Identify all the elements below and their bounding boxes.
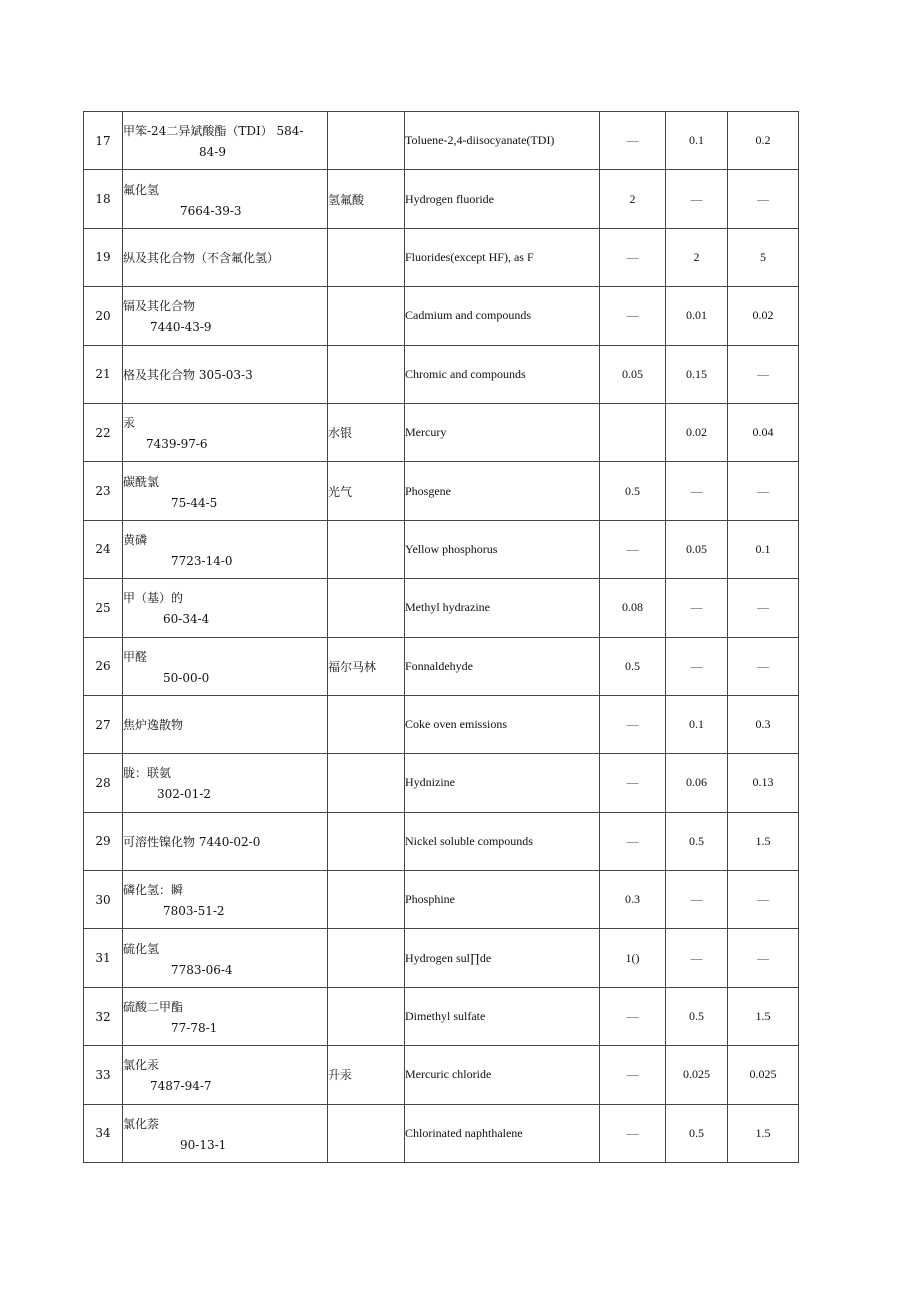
chemical-name-cell (123, 170, 328, 228)
english-name: Toluene-2,4-diisocyanate(TDI) (405, 112, 600, 170)
table-row (84, 987, 799, 1045)
pc-twa-value: 0.5 (666, 987, 728, 1045)
pc-twa-value: 0.05 (666, 520, 728, 578)
mac-value: 0.3 (600, 871, 666, 929)
pc-stel-value: — (728, 929, 799, 987)
pc-stel-value: 0.13 (728, 754, 799, 812)
english-name: Hydrogen fluoride (405, 170, 600, 228)
english-name: Fonnaldehyde (405, 637, 600, 695)
alias-name (328, 345, 405, 403)
pc-twa-value: 0.025 (666, 1046, 728, 1104)
chemical-name-cell (123, 112, 328, 170)
chemical-name-cell (123, 579, 328, 637)
english-name: Coke oven emissions (405, 695, 600, 753)
pc-twa-value: 0.1 (666, 695, 728, 753)
row-number: 26 (84, 637, 123, 695)
table-body (84, 112, 799, 1163)
mac-value (600, 403, 666, 461)
english-name: Chromic and compounds (405, 345, 600, 403)
chinese-name: 胧：联氨 (123, 766, 172, 781)
row-number: 32 (84, 987, 123, 1045)
chinese-name: 碳酰氯 (123, 474, 160, 489)
row-number: 17 (84, 112, 123, 170)
table-row (84, 637, 799, 695)
english-name: Mercuric chloride (405, 1046, 600, 1104)
pc-stel-value: — (728, 871, 799, 929)
row-number: 23 (84, 462, 123, 520)
chinese-name: 氯化汞 (123, 1058, 160, 1073)
english-name: Hydrogen sul∏de (405, 929, 600, 987)
chinese-name: 镉及其化合物 (123, 299, 196, 314)
chemical-name-cell (123, 871, 328, 929)
cas-number: 60-34-4 (163, 612, 210, 627)
chinese-name: 甲笨-24二异斌酸酯（TDI） 584- (123, 124, 304, 139)
pc-twa-value: 0.01 (666, 287, 728, 345)
mac-value: — (600, 695, 666, 753)
pc-twa-value: — (666, 871, 728, 929)
alias-name (328, 812, 405, 870)
pc-stel-value: — (728, 170, 799, 228)
table-row (84, 520, 799, 578)
english-name: Yellow phosphorus (405, 520, 600, 578)
pc-stel-value: 1.5 (728, 987, 799, 1045)
mac-value: — (600, 1046, 666, 1104)
pc-twa-value: — (666, 929, 728, 987)
pc-stel-value: 0.3 (728, 695, 799, 753)
pc-stel-value: 0.04 (728, 403, 799, 461)
chemical-name-cell (123, 1046, 328, 1104)
pc-twa-value: 0.15 (666, 345, 728, 403)
table-row (84, 228, 799, 286)
table-row (84, 754, 799, 812)
cas-number: 7664-39-3 (180, 203, 242, 218)
pc-stel-value: — (728, 579, 799, 637)
pc-stel-value: 1.5 (728, 1104, 799, 1162)
pc-twa-value: 0.5 (666, 1104, 728, 1162)
row-number: 20 (84, 287, 123, 345)
alias-name (328, 520, 405, 578)
cas-number: 84-9 (199, 145, 226, 160)
table-row (84, 462, 799, 520)
chemical-name-cell (123, 287, 328, 345)
cas-number: 75-44-5 (171, 495, 218, 510)
pc-twa-value: 0.5 (666, 812, 728, 870)
chinese-name: 纵及其化合物（不含氟化氢） (123, 250, 280, 265)
english-name: Methyl hydrazine (405, 579, 600, 637)
mac-value: — (600, 987, 666, 1045)
mac-value: 0.08 (600, 579, 666, 637)
english-name: Chlorinated naphthalene (405, 1104, 600, 1162)
cas-number: 7440-43-9 (150, 320, 212, 335)
alias-name (328, 228, 405, 286)
chinese-name: 汞 (123, 416, 136, 431)
pc-twa-value: — (666, 170, 728, 228)
pc-stel-value: — (728, 345, 799, 403)
cas-number: 7783-06-4 (171, 962, 233, 977)
mac-value: — (600, 520, 666, 578)
english-name: Dimethyl sulfate (405, 987, 600, 1045)
row-number: 19 (84, 228, 123, 286)
english-name: Hydnizine (405, 754, 600, 812)
chinese-name: 可溶性镍化物 7440-02-0 (123, 834, 261, 849)
mac-value: — (600, 812, 666, 870)
row-number: 29 (84, 812, 123, 870)
table-row (84, 871, 799, 929)
table-row (84, 287, 799, 345)
row-number: 33 (84, 1046, 123, 1104)
pc-stel-value: — (728, 637, 799, 695)
pc-stel-value: 0.02 (728, 287, 799, 345)
alias-name (328, 929, 405, 987)
chemical-name-cell (123, 754, 328, 812)
english-name: Phosgene (405, 462, 600, 520)
table-row (84, 695, 799, 753)
alias-name: 水银 (328, 403, 405, 461)
row-number: 31 (84, 929, 123, 987)
table-row (84, 1104, 799, 1162)
alias-name: 升汞 (328, 1046, 405, 1104)
row-number: 22 (84, 403, 123, 461)
mac-value: 1() (600, 929, 666, 987)
mac-value: — (600, 754, 666, 812)
alias-name: 福尔马林 (328, 637, 405, 695)
table-row (84, 112, 799, 170)
english-name: Cadmium and compounds (405, 287, 600, 345)
pc-stel-value: 0.2 (728, 112, 799, 170)
cas-number: 90-13-1 (180, 1137, 227, 1152)
table-row (84, 812, 799, 870)
cas-number: 302-01-2 (157, 787, 211, 802)
mac-value: 2 (600, 170, 666, 228)
alias-name: 光气 (328, 462, 405, 520)
alias-name (328, 754, 405, 812)
chemical-name-cell (123, 929, 328, 987)
mac-value: — (600, 228, 666, 286)
chinese-name: 氟化氢 (123, 182, 160, 197)
pc-twa-value: — (666, 637, 728, 695)
row-number: 25 (84, 579, 123, 637)
row-number: 28 (84, 754, 123, 812)
table-row (84, 929, 799, 987)
table-row (84, 403, 799, 461)
chemical-name-cell (123, 812, 328, 870)
chinese-name: 氯化萘 (123, 1116, 160, 1131)
chinese-name: 格及其化合物 305-03-3 (123, 367, 253, 382)
mac-value: — (600, 112, 666, 170)
chinese-name: 硫酸二甲酯 (123, 1000, 184, 1015)
row-number: 34 (84, 1104, 123, 1162)
row-number: 30 (84, 871, 123, 929)
cas-number: 7487-94-7 (150, 1079, 212, 1094)
chemical-name-cell (123, 228, 328, 286)
english-name: Phosphine (405, 871, 600, 929)
chemical-name-cell (123, 462, 328, 520)
mac-value: 0.5 (600, 637, 666, 695)
cas-number: 77-78-1 (171, 1021, 218, 1036)
pc-stel-value: 0.025 (728, 1046, 799, 1104)
mac-value: — (600, 287, 666, 345)
alias-name (328, 871, 405, 929)
cas-number: 7803-51-2 (163, 904, 225, 919)
pc-stel-value: — (728, 462, 799, 520)
row-number: 18 (84, 170, 123, 228)
pc-twa-value: — (666, 579, 728, 637)
cas-number: 7723-14-0 (171, 553, 233, 568)
chinese-name: 磷化氢：瞬 (123, 883, 184, 898)
row-number: 21 (84, 345, 123, 403)
table-row (84, 345, 799, 403)
english-name: Nickel soluble compounds (405, 812, 600, 870)
pc-twa-value: 0.02 (666, 403, 728, 461)
mac-value: 0.05 (600, 345, 666, 403)
alias-name (328, 112, 405, 170)
pc-stel-value: 1.5 (728, 812, 799, 870)
chemical-name-cell (123, 1104, 328, 1162)
alias-name (328, 1104, 405, 1162)
mac-value: — (600, 1104, 666, 1162)
alias-name: 氢氟酸 (328, 170, 405, 228)
pc-stel-value: 0.1 (728, 520, 799, 578)
pc-stel-value: 5 (728, 228, 799, 286)
chemical-name-cell (123, 695, 328, 753)
table-row (84, 579, 799, 637)
chinese-name: 硫化氢 (123, 941, 160, 956)
chemical-name-cell (123, 987, 328, 1045)
pc-twa-value: 0.06 (666, 754, 728, 812)
alias-name (328, 579, 405, 637)
chemical-name-cell (123, 520, 328, 578)
cas-number: 7439-97-6 (146, 437, 208, 452)
chemical-name-cell (123, 345, 328, 403)
chinese-name: 焦炉逸散物 (123, 718, 184, 733)
chemical-name-cell (123, 403, 328, 461)
alias-name (328, 695, 405, 753)
pc-twa-value: — (666, 462, 728, 520)
english-name: Fluorides(except HF), as F (405, 228, 600, 286)
chemical-name-cell (123, 637, 328, 695)
chinese-name: 甲醛 (123, 649, 148, 664)
table-row (84, 170, 799, 228)
chinese-name: 黄磷 (123, 532, 148, 547)
row-number: 24 (84, 520, 123, 578)
cas-number: 50-00-0 (163, 670, 210, 685)
mac-value: 0.5 (600, 462, 666, 520)
chemical-exposure-limits-table (83, 111, 799, 1163)
english-name: Mercury (405, 403, 600, 461)
chinese-name: 甲（基）的 (123, 591, 184, 606)
alias-name (328, 987, 405, 1045)
alias-name (328, 287, 405, 345)
table-row (84, 1046, 799, 1104)
pc-twa-value: 2 (666, 228, 728, 286)
pc-twa-value: 0.1 (666, 112, 728, 170)
row-number: 27 (84, 695, 123, 753)
